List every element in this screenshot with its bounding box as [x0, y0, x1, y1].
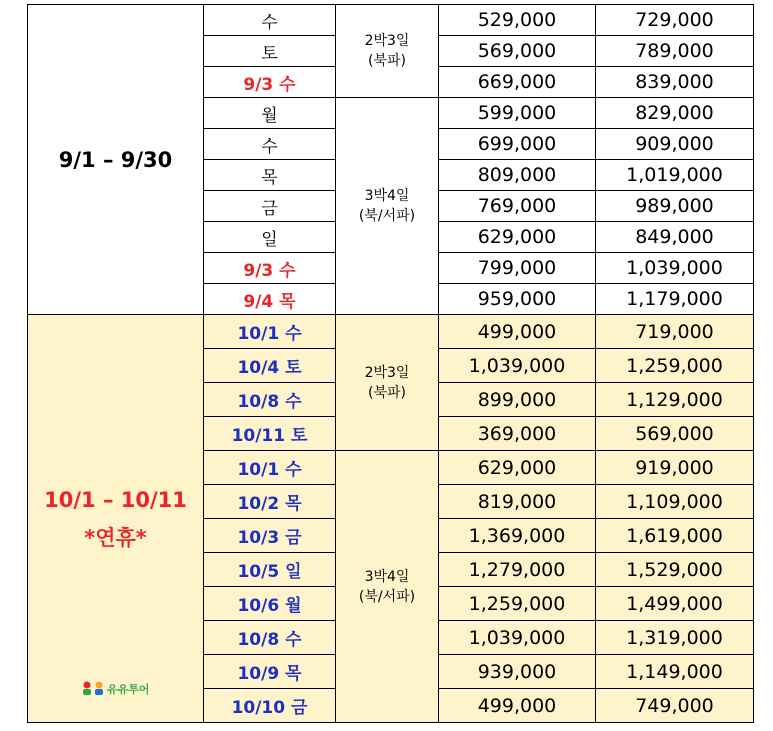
duration-line: 3박4일 — [364, 188, 410, 204]
table-row — [28, 315, 754, 349]
duration-line: 2박3일 — [364, 364, 410, 381]
october-period-cell — [28, 315, 204, 723]
day-cell: 금 — [204, 191, 336, 222]
price-table-body — [28, 5, 754, 723]
price-cell-1: 599,000 — [439, 98, 596, 129]
day-cell: 월 — [204, 98, 336, 129]
day-cell: 10/6 월 — [204, 587, 336, 621]
period-label: 10/1 – 10/11 — [44, 487, 187, 512]
price-cell-2: 839,000 — [596, 67, 754, 98]
duration-line: (북/서파) — [358, 208, 416, 224]
duration-cell — [336, 98, 439, 315]
price-cell-2: 719,000 — [596, 315, 754, 349]
tour-logo-text: 유유투어 — [107, 683, 148, 696]
price-cell-1: 699,000 — [439, 129, 596, 160]
price-cell-1: 499,000 — [439, 689, 596, 723]
duration-cell — [336, 451, 439, 723]
price-cell-2: 569,000 — [596, 417, 754, 451]
price-cell-1: 1,369,000 — [439, 519, 596, 553]
price-cell-1: 629,000 — [439, 451, 596, 485]
price-cell-1: 809,000 — [439, 160, 596, 191]
duration-line: (북/서파) — [358, 588, 416, 605]
price-cell-2: 789,000 — [596, 36, 754, 67]
price-table — [27, 4, 754, 723]
day-cell: 10/1 수 — [204, 451, 336, 485]
price-cell-2: 1,039,000 — [596, 253, 754, 284]
september-period-cell — [28, 5, 204, 315]
price-cell-2: 849,000 — [596, 222, 754, 253]
price-cell-1: 819,000 — [439, 485, 596, 519]
day-cell: 10/8 수 — [204, 383, 336, 417]
price-cell-1: 1,039,000 — [439, 349, 596, 383]
period-label: 9/1 – 9/30 — [58, 147, 173, 172]
price-cell-2: 1,619,000 — [596, 519, 754, 553]
price-cell-1: 499,000 — [439, 315, 596, 349]
price-cell-1: 629,000 — [439, 222, 596, 253]
table-row — [28, 5, 754, 36]
day-cell: 수 — [204, 5, 336, 36]
day-cell: 9/3 수 — [204, 67, 336, 98]
day-cell: 목 — [204, 160, 336, 191]
day-cell: 토 — [204, 36, 336, 67]
price-cell-1: 1,259,000 — [439, 587, 596, 621]
price-cell-1: 1,279,000 — [439, 553, 596, 587]
duration-line: (북파) — [368, 53, 406, 69]
day-cell: 10/8 수 — [204, 621, 336, 655]
price-cell-1: 939,000 — [439, 655, 596, 689]
price-cell-2: 1,499,000 — [596, 587, 754, 621]
day-cell: 10/10 금 — [204, 689, 336, 723]
price-cell-1: 899,000 — [439, 383, 596, 417]
price-cell-1: 369,000 — [439, 417, 596, 451]
price-cell-2: 909,000 — [596, 129, 754, 160]
price-cell-1: 569,000 — [439, 36, 596, 67]
price-cell-2: 989,000 — [596, 191, 754, 222]
price-cell-2: 829,000 — [596, 98, 754, 129]
price-cell-2: 729,000 — [596, 5, 754, 36]
day-cell: 일 — [204, 222, 336, 253]
price-cell-2: 919,000 — [596, 451, 754, 485]
price-cell-1: 1,039,000 — [439, 621, 596, 655]
price-cell-2: 1,149,000 — [596, 655, 754, 689]
day-cell: 9/3 수 — [204, 253, 336, 284]
price-cell-2: 1,179,000 — [596, 284, 754, 315]
duration-cell — [336, 315, 439, 451]
price-cell-2: 1,319,000 — [596, 621, 754, 655]
price-cell-2: 1,259,000 — [596, 349, 754, 383]
price-cell-2: 1,529,000 — [596, 553, 754, 587]
day-cell: 수 — [204, 129, 336, 160]
price-cell-1: 529,000 — [439, 5, 596, 36]
duration-line: 3박4일 — [364, 568, 410, 585]
duration-line: (북파) — [368, 384, 406, 401]
day-cell: 10/5 일 — [204, 553, 336, 587]
price-cell-1: 959,000 — [439, 284, 596, 315]
day-cell: 10/11 토 — [204, 417, 336, 451]
price-cell-1: 799,000 — [439, 253, 596, 284]
price-cell-2: 749,000 — [596, 689, 754, 723]
day-cell: 9/4 목 — [204, 284, 336, 315]
price-cell-1: 669,000 — [439, 67, 596, 98]
holiday-note: *연휴* — [84, 525, 147, 550]
duration-cell — [336, 5, 439, 98]
day-cell: 10/3 금 — [204, 519, 336, 553]
duration-line: 2박3일 — [364, 33, 410, 49]
day-cell: 10/9 목 — [204, 655, 336, 689]
day-cell: 10/4 토 — [204, 349, 336, 383]
tour-logo — [82, 679, 148, 697]
price-cell-2: 1,129,000 — [596, 383, 754, 417]
day-cell: 10/1 수 — [204, 315, 336, 349]
price-cell-2: 1,109,000 — [596, 485, 754, 519]
day-cell: 10/2 목 — [204, 485, 336, 519]
price-cell-1: 769,000 — [439, 191, 596, 222]
price-cell-2: 1,019,000 — [596, 160, 754, 191]
